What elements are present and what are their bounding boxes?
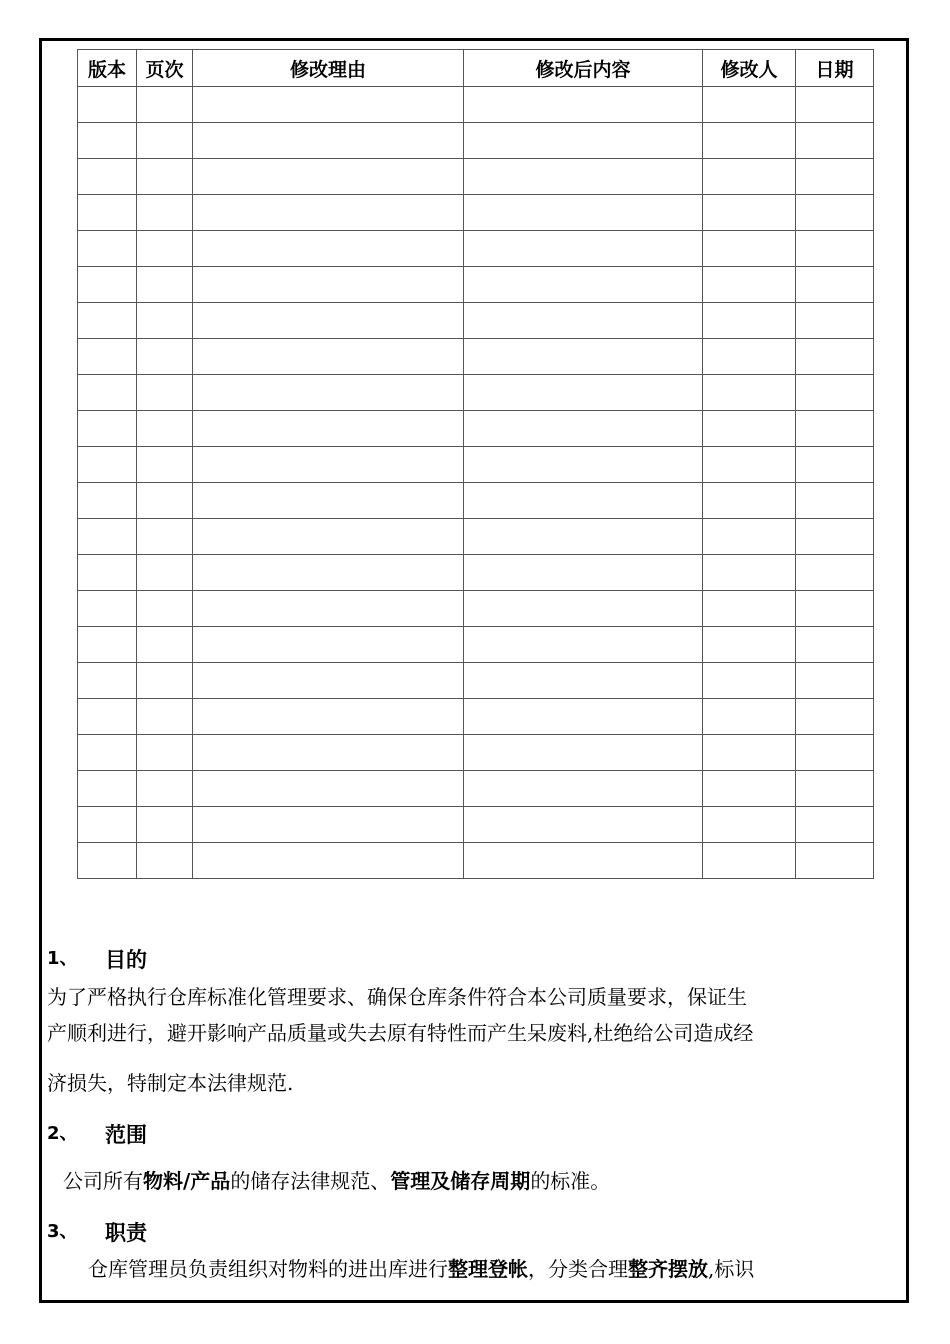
table-cell [137,303,193,339]
section-3-text-part: ,标识 [708,1257,755,1281]
header-page: 页次 [137,50,193,87]
table-cell [78,375,137,411]
table-row [78,735,874,771]
table-cell [464,663,703,699]
table-cell [193,483,464,519]
table-cell [464,591,703,627]
table-cell [78,591,137,627]
table-cell [703,339,796,375]
section-2-text-part: 的储存法律规范、 [230,1169,391,1193]
table-cell [796,699,874,735]
table-cell [464,843,703,879]
table-cell [137,195,193,231]
table-cell [464,519,703,555]
table-cell [796,591,874,627]
section-2-heading [47,1119,147,1147]
header-new-content: 修改后内容 [464,50,703,87]
section-3-number: 3、 [47,1221,78,1242]
table-cell [78,231,137,267]
table-cell [796,483,874,519]
table-cell [137,627,193,663]
revision-table [77,49,874,879]
section-1-line-2: 产顺利进行，避开影响产品质量或失去原有特性而产生呆废料,杜绝给公司造成经 [47,1021,754,1045]
table-cell [137,447,193,483]
table-cell [703,591,796,627]
table-row [78,375,874,411]
table-cell [193,771,464,807]
table-cell [137,483,193,519]
table-cell [137,267,193,303]
section-2-emphasis-materials: 物料/产品 [143,1169,231,1193]
table-cell [78,699,137,735]
table-cell [78,519,137,555]
table-cell [464,339,703,375]
section-3-title: 职责 [105,1221,147,1245]
table-cell [703,123,796,159]
table-cell [78,555,137,591]
table-cell [703,483,796,519]
table-cell [703,87,796,123]
table-cell [137,159,193,195]
table-cell [193,663,464,699]
section-3-text-part: ，分类合理 [528,1257,628,1281]
table-cell [703,195,796,231]
table-cell [796,807,874,843]
table-cell [78,123,137,159]
table-cell [193,555,464,591]
table-cell [78,303,137,339]
table-cell [78,447,137,483]
table-cell [464,87,703,123]
table-cell [703,411,796,447]
table-cell [78,159,137,195]
table-row [78,771,874,807]
revision-table-header-row [78,50,874,87]
table-cell [464,699,703,735]
table-cell [464,555,703,591]
section-3-emphasis-arrangement: 整齐摆放 [628,1257,708,1281]
section-3-text [88,1254,908,1284]
table-row [78,447,874,483]
table-cell [137,771,193,807]
table-cell [193,87,464,123]
table-cell [703,519,796,555]
table-cell [193,699,464,735]
table-cell [796,339,874,375]
table-cell [796,627,874,663]
table-cell [137,87,193,123]
table-cell [193,195,464,231]
table-cell [796,447,874,483]
table-cell [78,339,137,375]
table-cell [137,519,193,555]
table-cell [464,627,703,663]
table-cell [796,195,874,231]
table-cell [193,267,464,303]
table-row [78,591,874,627]
table-cell [193,627,464,663]
table-cell [464,267,703,303]
table-row [78,807,874,843]
section-2-title: 范围 [105,1123,147,1147]
table-cell [193,447,464,483]
table-cell [703,627,796,663]
table-cell [464,159,703,195]
table-row [78,195,874,231]
table-cell [703,303,796,339]
section-2-emphasis-management: 管理及储存周期 [390,1169,531,1193]
section-2-text-part: 的标准。 [530,1169,611,1193]
table-row [78,555,874,591]
table-cell [464,303,703,339]
header-date: 日期 [796,50,874,87]
table-cell [193,411,464,447]
table-cell [796,267,874,303]
table-cell [796,663,874,699]
table-cell [137,807,193,843]
table-cell [137,411,193,447]
table-cell [193,231,464,267]
table-cell [137,123,193,159]
table-cell [193,159,464,195]
table-cell [78,483,137,519]
section-1-heading [47,944,147,972]
table-cell [703,231,796,267]
table-cell [137,555,193,591]
table-cell [703,735,796,771]
table-cell [137,231,193,267]
table-cell [193,735,464,771]
table-cell [464,123,703,159]
table-row [78,303,874,339]
table-cell [464,411,703,447]
section-3-text-part: 仓库管理员负责组织对物料的进出库进行 [88,1257,448,1281]
table-cell [796,375,874,411]
section-3-emphasis-registry: 整理登帐 [448,1257,528,1281]
table-cell [703,843,796,879]
table-cell [796,87,874,123]
table-row [78,159,874,195]
section-2-number: 2、 [47,1123,78,1144]
table-cell [78,411,137,447]
table-cell [193,519,464,555]
section-1-line-3: 济损失，特制定本法律规范. [47,1071,294,1095]
table-cell [703,267,796,303]
table-cell [703,771,796,807]
table-cell [78,267,137,303]
table-cell [137,699,193,735]
section-1-title: 目的 [105,948,147,972]
table-cell [464,195,703,231]
table-cell [703,699,796,735]
table-cell [193,591,464,627]
table-cell [193,807,464,843]
table-cell [796,555,874,591]
table-cell [796,411,874,447]
table-cell [78,627,137,663]
table-row [78,843,874,879]
section-3-heading [47,1217,147,1245]
table-row [78,627,874,663]
table-row [78,339,874,375]
table-cell [464,375,703,411]
table-cell [796,843,874,879]
table-cell [137,735,193,771]
table-cell [78,771,137,807]
table-cell [703,447,796,483]
table-cell [78,195,137,231]
table-row [78,411,874,447]
table-cell [78,843,137,879]
section-2-text-part: 公司所有 [63,1169,143,1193]
table-cell [464,483,703,519]
table-cell [796,735,874,771]
table-cell [78,807,137,843]
table-cell [796,303,874,339]
table-cell [78,735,137,771]
table-row [78,663,874,699]
table-cell [193,339,464,375]
revision-table-body [78,87,874,879]
table-cell [703,375,796,411]
header-reason: 修改理由 [193,50,464,87]
table-row [78,87,874,123]
table-cell [193,303,464,339]
table-cell [137,591,193,627]
table-cell [193,843,464,879]
table-cell [137,843,193,879]
table-cell [464,447,703,483]
table-cell [78,663,137,699]
table-cell [137,339,193,375]
section-1-number: 1、 [47,948,78,969]
table-cell [796,231,874,267]
table-cell [193,375,464,411]
table-row [78,267,874,303]
table-cell [464,231,703,267]
table-cell [703,159,796,195]
table-cell [137,375,193,411]
table-cell [464,771,703,807]
table-row [78,519,874,555]
table-row [78,699,874,735]
table-row [78,231,874,267]
table-cell [137,663,193,699]
header-version: 版本 [78,50,137,87]
table-cell [464,807,703,843]
header-modifier: 修改人 [703,50,796,87]
table-cell [703,555,796,591]
section-1-line-1: 为了严格执行仓库标准化管理要求、确保仓库条件符合本公司质量要求，保证生 [47,985,747,1009]
section-2-text [63,1166,923,1196]
table-cell [703,663,796,699]
table-cell [78,87,137,123]
table-cell [796,123,874,159]
table-cell [796,519,874,555]
table-cell [193,123,464,159]
table-cell [796,159,874,195]
table-cell [703,807,796,843]
table-row [78,483,874,519]
table-cell [796,771,874,807]
table-row [78,123,874,159]
table-cell [464,735,703,771]
